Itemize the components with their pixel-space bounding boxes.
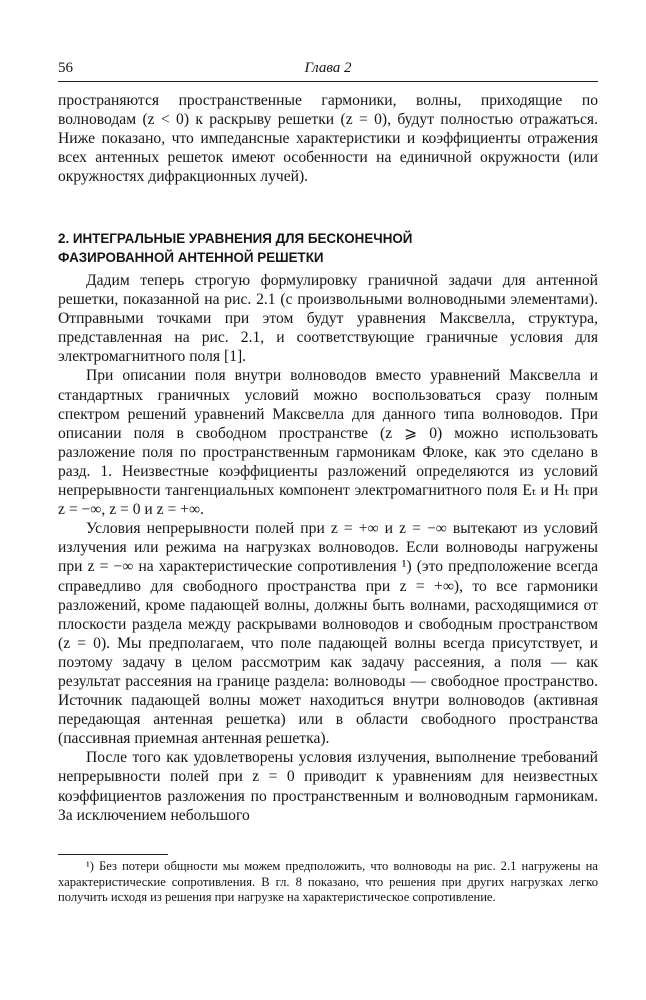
section-heading-line1: 2. ИНТЕГРАЛЬНЫЕ УРАВНЕНИЯ ДЛЯ БЕСКОНЕЧНОЙ xyxy=(58,231,413,246)
footnote-rule xyxy=(58,854,168,855)
intro-paragraph: пространяются пространственные гармоники, волны, приходящие по волноводам (z < 0) к раскрыву решетки (z = 0), будут полностью отражаться. Ниже показано, что импедансные характеристики и коэффициенты отражения всех антенных решеток имеют особенности на единичной окружности (или окружностях дифракционных лучей). xyxy=(58,92,598,186)
paragraph-radiation-conditions: После того как удовлетворены условия излучения, выполнение требований непрерывности полей при z = 0 приводит к уравнениям для неизвестных коэффициентов разложения по пространственным и волноводным гармоникам. За исключением небольшого xyxy=(58,749,598,824)
section-heading xyxy=(58,229,598,267)
chapter-title: Глава 2 xyxy=(304,60,352,76)
paragraph-field-description: При описании поля внутри волноводов вместо уравнений Максвелла и стандартных граничных условий можно воспользоваться сразу полным спектром решений уравнений Максвелла для данного типа волноводов. При описании поля в свободном пространстве (z ⩾ 0) можно использовать разложение поля по пространственным гармоникам Флоке, как это сделано в разд. 1. Неизвестные коэффициенты разложений определяются из условий непрерывности тангенциальных компонент электромагнитного поля Eₜ и Hₜ при z = −∞, z = 0 и z = +∞. xyxy=(58,367,598,519)
page-header xyxy=(58,56,598,80)
intro-text xyxy=(58,91,598,186)
paragraph-continuity-conditions: Условия непрерывности полей при z = +∞ и z = −∞ вытекают из условий излучения или режима на нагрузках волноводов. Если волноводы нагружены при z = −∞ на характеристические сопротивления ¹) (это предположение всегда справедливо для свободного пространства при z = +∞), то все гармоники разложений, кроме падающей волны, должны быть волнами, расходящимися от плоскости раздела между раскрывами волноводов и свободным пространством (z = 0). Мы предполагаем, что поле падающей волны всегда присутствует, и поэтому задачу в целом рассмотрим как задачу рассеяния, а поля — как результат рассеяния на границе раздела: волноводы — свободное пространство. Источник падающей волны может находиться внутри волноводов (активная передающая антенная решетка) или в области свободного пространства (пассивная приемная антенная решетка). xyxy=(58,520,598,748)
header-rule xyxy=(58,81,598,82)
footnote: ¹) Без потери общности мы можем предположить, что волноводы на рис. 2.1 нагружены на характеристические сопротивления. В гл. 8 показано, что решения при других нагрузках легко получить исходя из решения при нагрузке на характеристическое сопротивление. xyxy=(58,859,598,905)
paragraph-formulation: Дадим теперь строгую формулировку граничной задачи для антенной решетки, показанной на рис. 2.1 (с произвольными волноводными элементами). Отправными точками при этом будут уравнения Максвелла, структура, представленная на рис. 2.1, и соответствующие граничные условия для электромагнитного поля [1]. xyxy=(58,272,598,366)
section-body xyxy=(58,271,598,825)
page-number: 56 xyxy=(58,60,73,76)
section-heading-line2: ФАЗИРОВАННОЙ АНТЕННОЙ РЕШЕТКИ xyxy=(58,250,324,265)
